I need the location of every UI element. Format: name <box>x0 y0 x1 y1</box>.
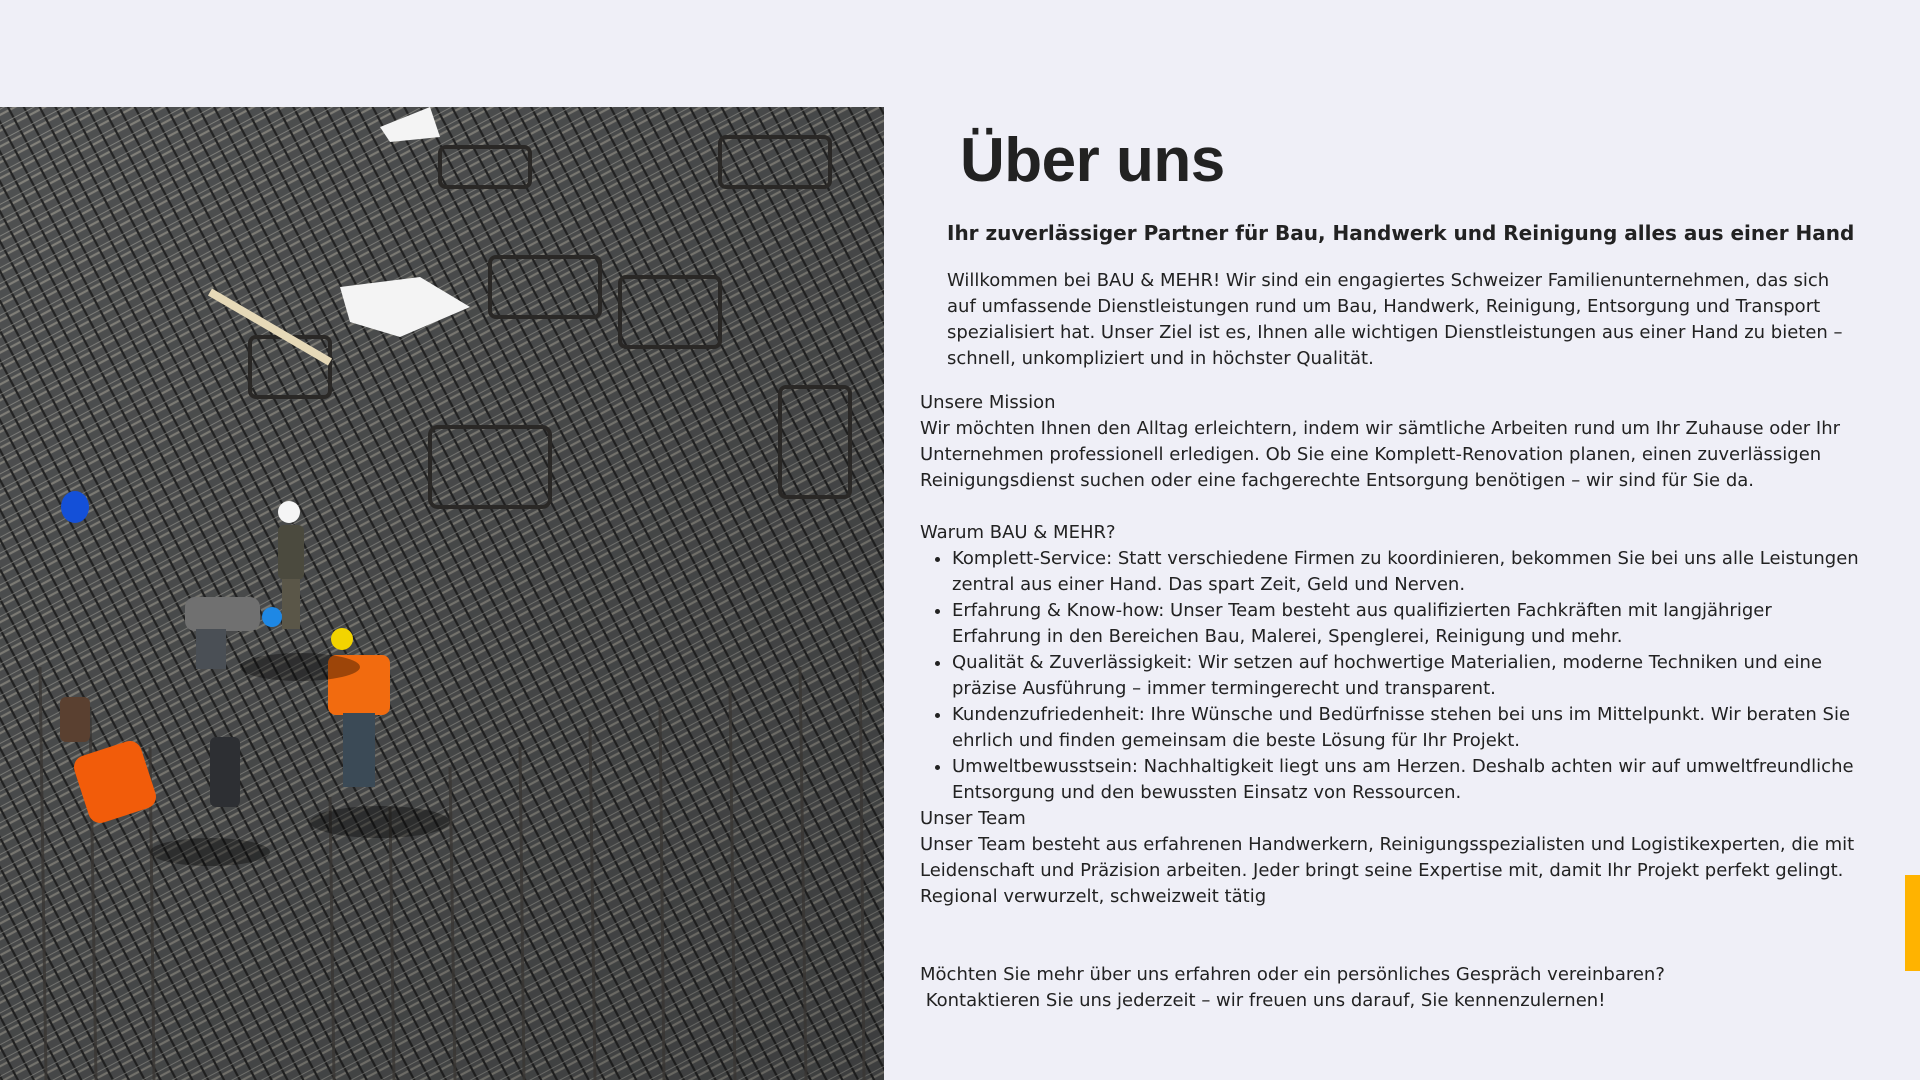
construction-site-photo <box>0 107 884 1080</box>
spacer <box>920 494 1860 520</box>
list-item: • Umweltbewusstsein: Nachhaltigkeit liegt uns am Herzen. Deshalb achten wir auf umweltfreundliche Entsorgung und den bewussten Einsatz von Ressourcen. <box>952 754 1860 806</box>
mission-heading: Unsere Mission <box>920 392 1056 413</box>
about-section <box>920 120 1860 1014</box>
team-text: Unser Team besteht aus erfahrenen Handwerkern, Reinigungsspezialisten und Logistikexperten, die mit Leidenschaft und Präzision arbeiten. Jeder bringt seine Expertise mit, damit Ihr Projekt perfekt gelingt. <box>920 834 1855 881</box>
intro-paragraph: Willkommen bei BAU & MEHR! Wir sind ein engagiertes Schweizer Familienunternehmen, das sich auf umfassende Dienstleistungen rund um Bau, Handwerk, Reinigung, Entsorgung und Transport spezialisiert hat. Unser Ziel ist es, Ihnen alle wichtigen Dienstleistungen aus einer Hand zu bieten – schnell, unkompliziert und in höchster Qualität. <box>947 270 1843 369</box>
contact-text: Kontaktieren Sie uns jederzeit – wir freuen uns darauf, Sie kennenzulernen! <box>920 990 1606 1011</box>
page-title: Über uns <box>960 126 1225 195</box>
mission-text: Wir möchten Ihnen den Alltag erleichtern, indem wir sämtliche Arbeiten rund um Ihr Zuhause oder Ihr Unternehmen professionell erledigen. Ob Sie eine Komplett-Renovation planen, einen zuverlässigen Reinigungsdienst suchen oder eine fachgerechte Entsorgung benötigen – wir sind für Sie da. <box>920 418 1841 491</box>
list-item: • Komplett-Service: Statt verschiedene Firmen zu koordinieren, bekommen Sie bei uns alle Leistungen zentral aus einer Hand. Das spart Zeit, Geld und Nerven. <box>952 546 1860 598</box>
team-heading: Unser Team <box>920 808 1026 829</box>
regional-text: Regional verwurzelt, schweizweit tätig <box>920 886 1267 907</box>
list-item: • Qualität & Zuverlässigkeit: Wir setzen auf hochwertige Materialien, moderne Techniken und eine präzise Ausführung – immer termingerecht und transparent. <box>952 650 1860 702</box>
spacer <box>920 910 1860 936</box>
side-accent-tab[interactable] <box>1905 875 1920 971</box>
subtitle: Ihr zuverlässiger Partner für Bau, Handwerk und Reinigung alles aus einer Hand <box>947 221 1855 245</box>
contact-question: Möchten Sie mehr über uns erfahren oder ein persönliches Gespräch vereinbaren? <box>920 964 1665 985</box>
list-item: • Erfahrung & Know-how: Unser Team besteht aus qualifizierten Fachkräften mit langjähriger Erfahrung in den Bereichen Bau, Malerei, Spenglerei, Reinigung und mehr. <box>952 598 1860 650</box>
list-item: • Kundenzufriedenheit: Ihre Wünsche und Bedürfnisse stehen bei uns im Mittelpunkt. Wir beraten Sie ehrlich und finden gemeinsam die beste Lösung für Ihr Projekt. <box>952 702 1860 754</box>
reasons-list <box>920 546 1860 806</box>
why-heading: Warum BAU & MEHR? <box>920 522 1116 543</box>
spacer <box>920 936 1860 962</box>
